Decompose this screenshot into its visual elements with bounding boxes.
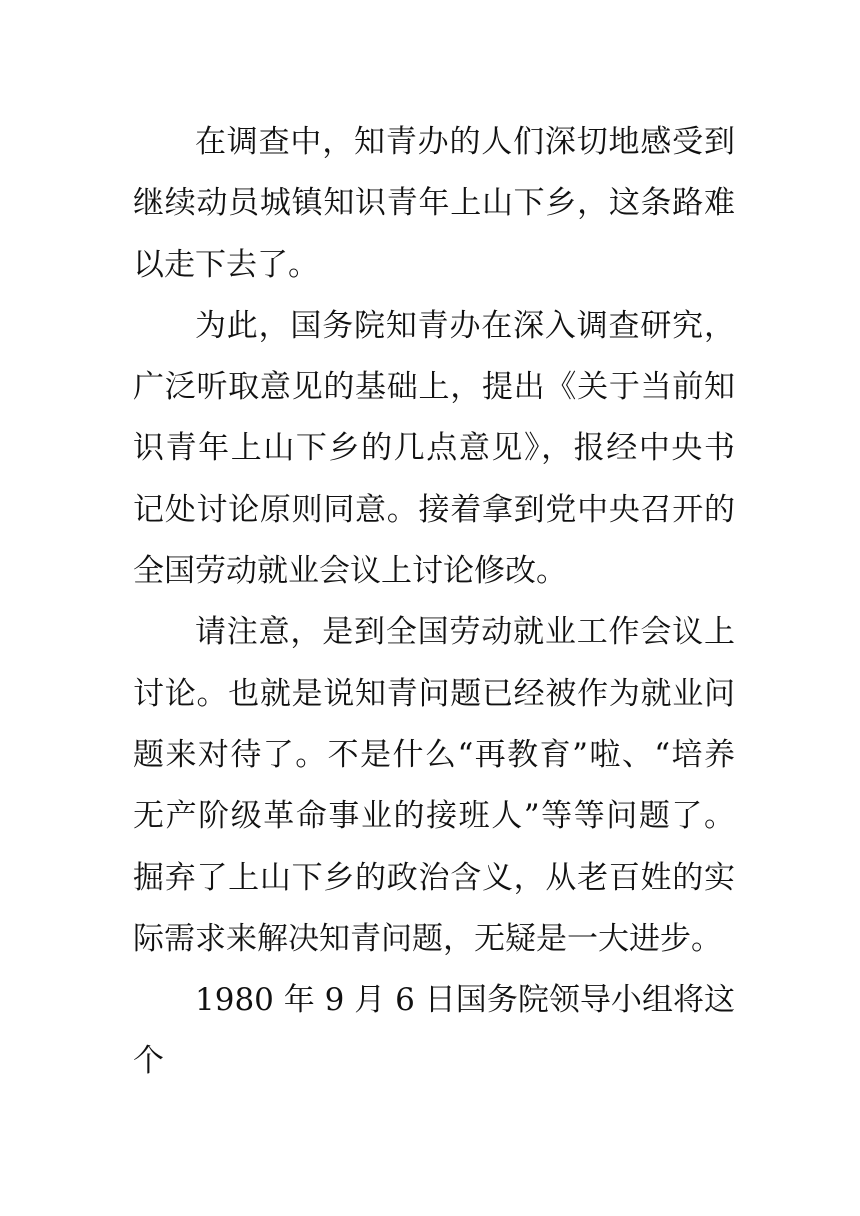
paragraph-3: 请注意，是到全国劳动就业工作会议上讨论。也就是说知青问题已经被作为就业问题来对待了。不是什么“再教育”啦、“培养无产阶级革命事业的接班人”等等问题了。掘弃了上山下乡的政治含义，从老百姓的实际需求来解决知青问题，无疑是一大进步。 <box>133 614 735 957</box>
body-text <box>133 112 735 1093</box>
paragraph-1: 在调查中，知青办的人们深切地感受到继续动员城镇知识青年上山下乡，这条路难以走下去了。 <box>133 124 735 283</box>
paragraph-4: 1980 年 9 月 6 日国务院领导小组将这个 <box>133 982 735 1080</box>
paragraph-2: 为此，国务院知青办在深入调查研究，广泛听取意见的基础上，提出《关于当前知识青年上山下乡的几点意见》，报经中央书记处讨论原则同意。接着拿到党中央召开的全国劳动就业会议上讨论修改。 <box>133 307 735 590</box>
